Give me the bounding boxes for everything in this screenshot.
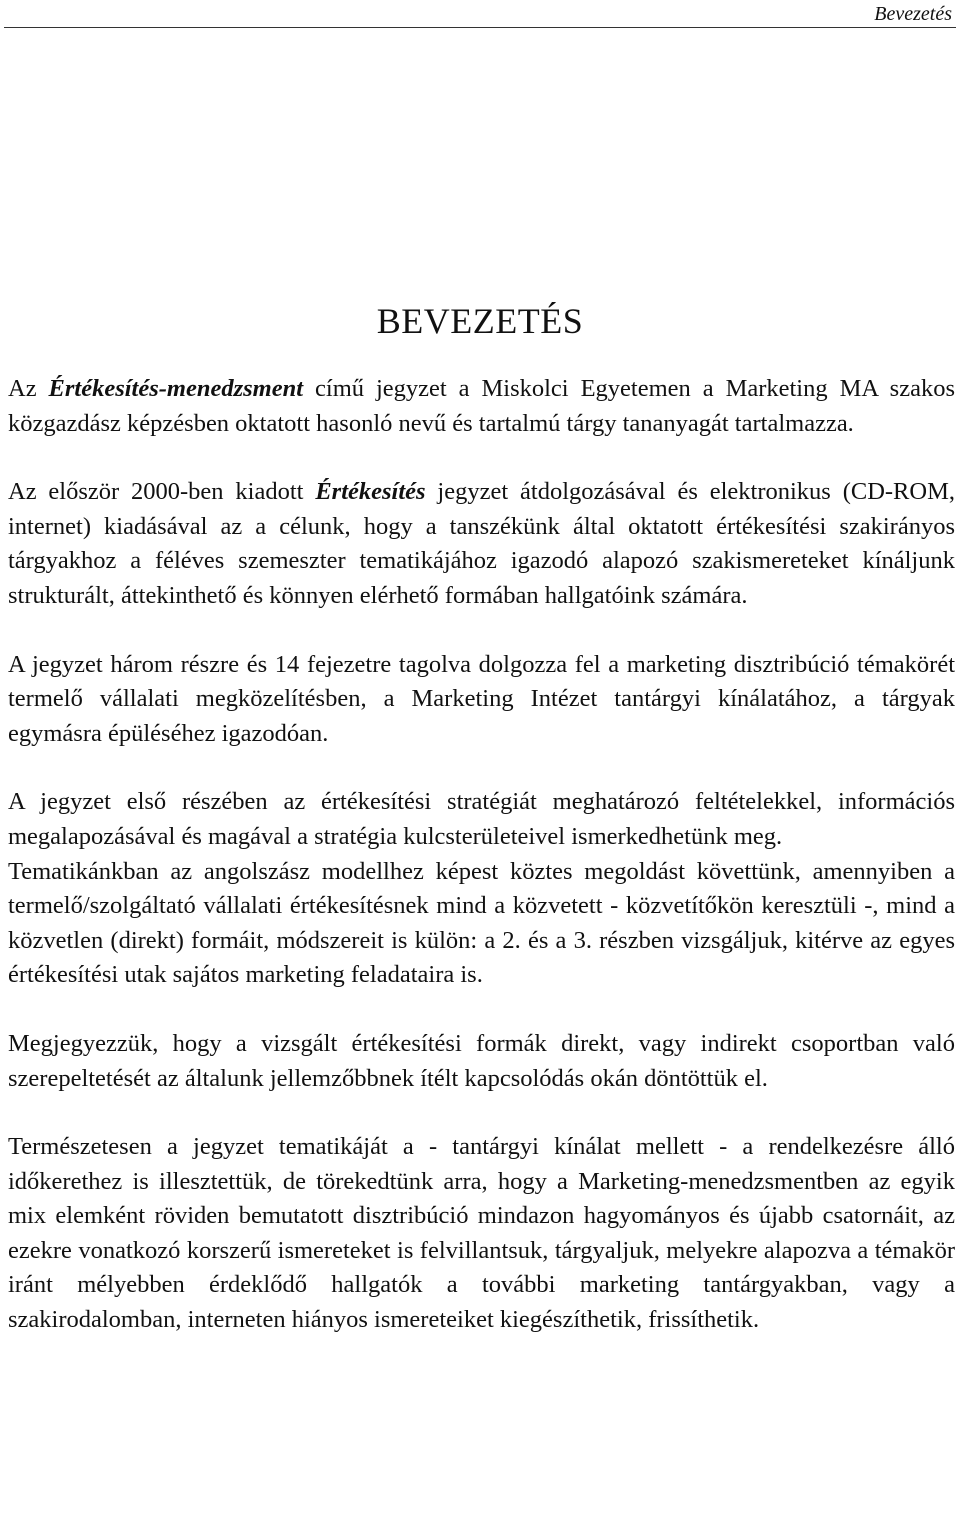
paragraph-2-lead: Az először 2000-ben kiadott xyxy=(8,478,316,506)
body-text xyxy=(8,372,955,1338)
running-header: Bevezetés xyxy=(874,3,952,25)
paragraph-gap xyxy=(8,993,955,1027)
paragraph-1-lead: Az xyxy=(8,375,49,402)
paragraph-gap xyxy=(8,441,955,475)
paragraph-gap xyxy=(8,614,955,648)
paragraph-2-rest: jegyzet átdolgozásával és elektronikus (CD-ROM, internet) kiadásával az a célunk, hogy a tanszékünk által oktatott értékesítési szakirányos tárgyakhoz a féléves szemeszter tematikájához igazodó alapozó szakismereteket kínáljunk strukturált, áttekinthető és könnyen elérhető formában hallgatóink számára. xyxy=(8,478,955,609)
paragraph-4: A jegyzet első részében az értékesítési stratégiát meghatározó feltételekkel, információs megalapozásával és magával a stratégia kulcsterületeivel ismerkedhetünk meg. xyxy=(8,788,955,850)
paragraph-1-emphasis: Értékesítés-menedzsment xyxy=(48,375,304,402)
paragraph-3: A jegyzet három részre és 14 fejezetre tagolva dolgozza fel a marketing disztribúció témakörét termelő vállalati megközelítésben, a Marketing Intézet tantárgyi kínálatához, a tárgyak egymásra épüléséhez igazodóan. xyxy=(8,650,955,747)
paragraph-1 xyxy=(8,372,955,441)
paragraph-2 xyxy=(8,475,955,613)
header-rule xyxy=(4,27,956,28)
page-title: BEVEZETÉS xyxy=(376,301,584,341)
paragraph-5: Tematikánkban az angolszász modellhez képest köztes megoldást követtünk, amennyiben a termelő/szolgáltató vállalati értékesítésnek mind a közvetett - közvetítőkön keresztüli -, mind a közvetlen (direkt) formáit, módszereit is külön: a 2. és a 3. részben vizsgáljuk, kitérve az egyes értékesítési utak sajátos marketing feladataira is. xyxy=(8,857,955,989)
paragraph-2-emphasis: Értékesítés xyxy=(315,478,426,506)
paragraph-6: Megjegyezzük, hogy a vizsgált értékesítési formák direkt, vagy indirekt csoportban való szerepeltetését az általunk jellemzőbbnek ítélt kapcsolódás okán döntöttük el. xyxy=(8,1029,955,1092)
paragraph-gap xyxy=(8,1096,955,1130)
paragraph-gap xyxy=(8,751,955,785)
paragraph-7: Természetesen a jegyzet tematikáját a - tantárgyi kínálat mellett - a rendelkezésre álló időkerethez is illesztettük, de törekedtünk arra, hogy a Marketing-menedzsmentben az egyik mix elemként röviden bemutatott disztribúció mindazon hagyományos és újabb csatornáit, az ezekre vonatkozó korszerű ismereteket is felvillantsuk, tárgyaljuk, melyekre alapozva a témakör iránt mélyebben érdeklődő hallgatók a további marketing tantárgyakban, vagy a szakirodalomban, interneten hiányos ismereteiket kiegészíthetik, frissíthetik. xyxy=(8,1133,955,1334)
paragraph-1-rest: című jegyzet a Miskolci Egyetemen a Marketing MA szakos közgazdász képzésben oktatott hasonló nevű és tartalmú tárgy tananyagát tartalmazza. xyxy=(8,375,955,437)
